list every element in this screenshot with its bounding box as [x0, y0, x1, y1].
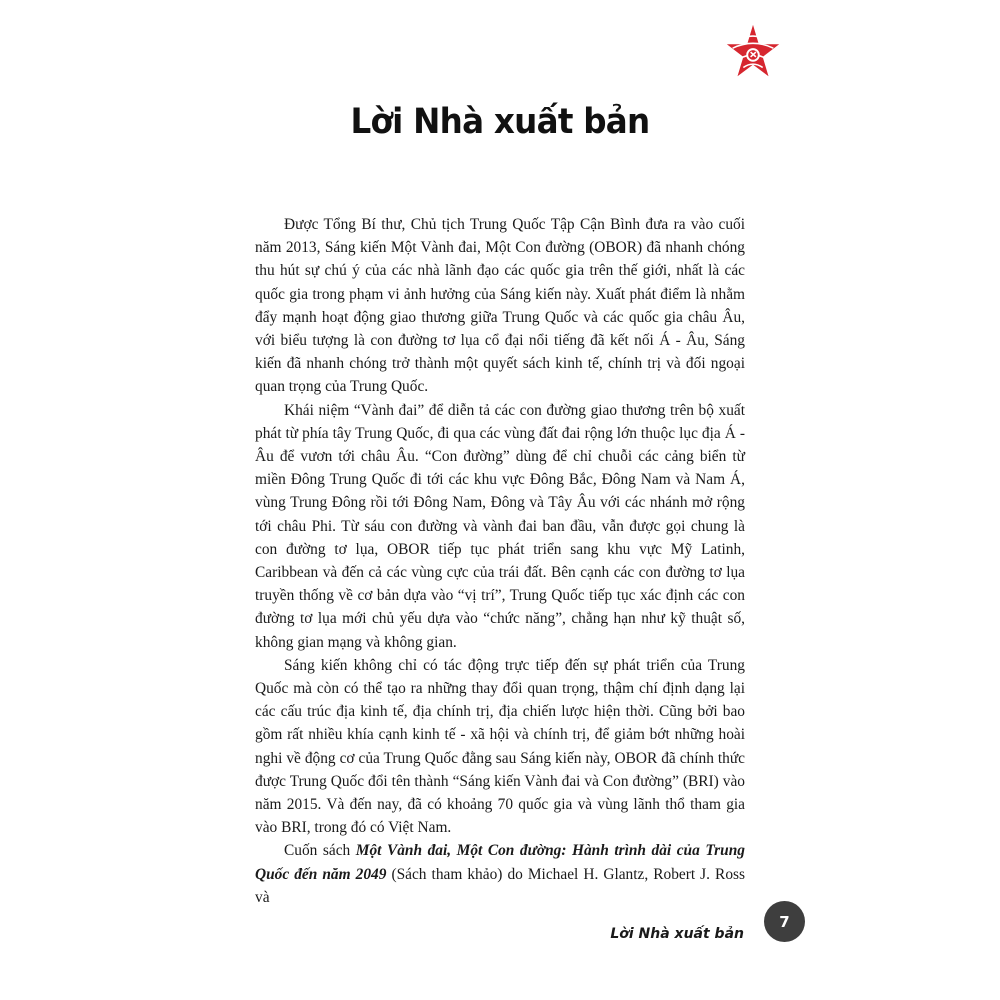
- page-title: Lời Nhà xuất bản: [350, 102, 650, 142]
- publisher-star-logo-icon: [722, 22, 784, 84]
- paragraph-4-rest: (Sách tham khảo) do Michael H. Glantz, Robert J. Ross và: [255, 865, 745, 906]
- paragraph-1: Được Tổng Bí thư, Chủ tịch Trung Quốc Tập Cận Bình đưa ra vào cuối năm 2013, Sáng kiến Một Vành đai, Một Con đường (OBOR) đã nhanh chóng thu hút sự chú ý của các nhà lãnh đạo các quốc gia trên thế giới, nhất là các quốc gia trong phạm vi ảnh hưởng của Sáng kiến này. Xuất phát điểm là nhằm đẩy mạnh hoạt động giao thương giữa Trung Quốc và các quốc gia châu Âu, với biểu tượng là con đường tơ lụa cổ đại nổi tiếng đã kết nối Á - Âu, Sáng kiến đã nhanh chóng trở thành một quyết sách kinh tế, chính trị và đối ngoại quan trọng của Trung Quốc.: [255, 216, 745, 396]
- page-number: 7: [764, 901, 805, 942]
- paragraph-3: Sáng kiến không chỉ có tác động trực tiếp đến sự phát triển của Trung Quốc mà còn có thể tạo ra những thay đổi quan trọng, thậm chí định dạng lại các cấu trúc địa kinh tế, địa chính trị, địa chiến lược hiện thời. Cũng bởi bao gồm rất nhiều khía cạnh kinh tế - xã hội và chính trị, để giảm bớt những hoài nghi về động cơ của Trung Quốc đằng sau Sáng kiến này, OBOR đã chính thức được Trung Quốc đổi tên thành “Sáng kiến Vành đai và Con đường” (BRI) vào năm 2015. Và đến nay, đã có khoảng 70 quốc gia và vùng lãnh thổ tham gia vào BRI, trong đó có Việt Nam.: [255, 656, 745, 837]
- book-title: Một Vành đai, Một Con đường: Hành trình dài của Trung Quốc đến năm 2049: [255, 842, 745, 883]
- running-footer: Lời Nhà xuất bản: [610, 926, 744, 942]
- paragraph-2: Khái niệm “Vành đai” để diễn tả các con đường giao thương trên bộ xuất phát từ phía tây Trung Quốc, đi qua các vùng đất đai rộng lớn thuộc lục địa Á - Âu để vươn tới châu Âu. “Con đường” dùng để chỉ chuỗi các cảng biển từ miền Đông Trung Quốc đi tới các khu vực Đông Bắc, Đông Nam và Nam Á, vùng Trung Đông rồi tới Đông Nam, Đông và Tây Âu với các nhánh mở rộng tới châu Phi. Từ sáu con đường và vành đai ban đầu, vẫn được gọi chung là con đường tơ lụa, OBOR tiếp tục phát triển sang khu vực Mỹ Latinh, Caribbean và đến cả các vùng cực của trái đất. Bên cạnh các con đường tơ lụa truyền thống về cơ bản dựa vào “vị trí”, Trung Quốc tiếp tục xác định các con đường tơ lụa mới chủ yếu dựa vào “chức năng”, chẳng hạn như kỹ thuật số, không gian mạng và không gian.: [255, 401, 745, 651]
- paragraph-4-lead: Cuốn sách: [284, 842, 356, 860]
- paragraph-4: [255, 839, 745, 909]
- body-text: [255, 213, 745, 909]
